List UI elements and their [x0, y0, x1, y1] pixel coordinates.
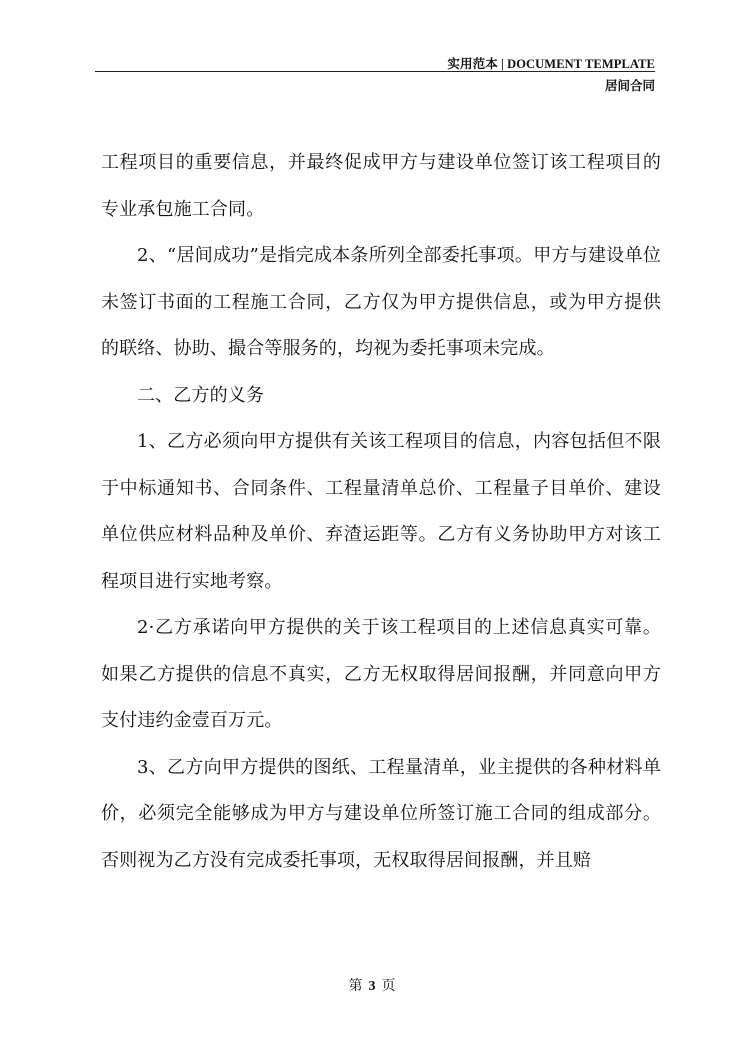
page-number: 3: [368, 979, 376, 994]
document-type-label: 居间合同: [604, 78, 655, 93]
header-brand: 实用范本 | DOCUMENT TEMPLATE: [447, 57, 655, 71]
body-paragraph-5: 2·乙方承诺向甲方提供的关于该工程项目的上述信息真实可靠。如果乙方提供的信息不真实，乙方无权取得居间报酬，并同意向甲方支付违约金壹百万元。: [101, 617, 661, 731]
body-paragraph-6: 3、乙方向甲方提供的图纸、工程量清单，业主提供的各种材料单价，必须完全能够成为甲方与建设单位所签订施工合同的组成部分。否则视为乙方没有完成委托事项，无权取得居间报酬，并且赔: [101, 756, 661, 871]
page-prefix: 第: [348, 978, 363, 994]
body-paragraph-1: 工程项目的重要信息，并最终促成甲方与建设单位签订该工程项目的专业承包施工合同。: [101, 152, 661, 220]
header-divider: [95, 71, 655, 72]
body-paragraph-2: 2、“居间成功”是指完成本条所列全部委托事项。甲方与建设单位未签订书面的工程施工合同，乙方仅为甲方提供信息，或为甲方提供的联络、协助、撮合等服务的，均视为委托事项未完成。: [101, 245, 661, 359]
page-suffix: 页: [381, 978, 396, 994]
body-paragraph-4: 1、乙方必须向甲方提供有关该工程项目的信息，内容包括但不限于中标通知书、合同条件、工程量清单总价、工程量子目单价、建设单位供应材料品种及单价、弃渣运距等。乙方有义务协助甲方对该工程项目进行实地考察。: [101, 431, 661, 592]
page-footer: [0, 975, 744, 995]
section-heading-party-b-obligations: 二、乙方的义务: [137, 384, 265, 406]
page-header: [95, 54, 655, 96]
document-body: [101, 140, 661, 884]
